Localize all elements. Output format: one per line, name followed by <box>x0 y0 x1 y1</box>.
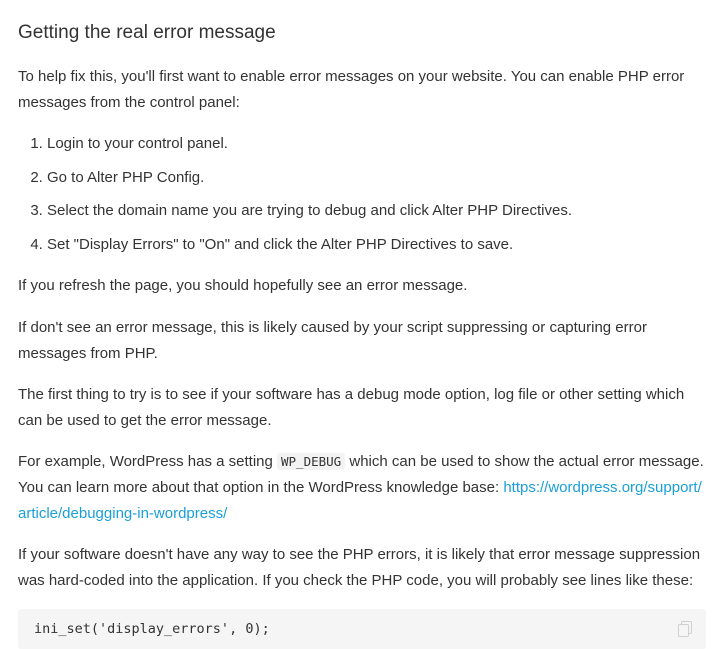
section-title: Getting the real error message <box>18 22 276 43</box>
list-item: 1. Login to your control panel. <box>47 131 707 157</box>
list-item: 2. Go to Alter PHP Config. <box>47 165 707 191</box>
example-text-middle: which can be used to show the actual error message. You can learn more about that option in the WordPress knowledge base: <box>18 453 704 496</box>
wp-debug-code: WP_DEBUG <box>277 453 345 470</box>
steps-list <box>18 131 707 265</box>
hardcoded-paragraph: If your software doesn't have any way to see the PHP errors, it is likely that error message suppression was hard-coded into the application. If you check the PHP code, you will probably see lines like these: <box>18 546 701 589</box>
intro-paragraph: To help fix this, you'll first want to enable error messages on your website. You can enable PHP error messages from the control panel: <box>18 68 685 111</box>
code-block <box>18 609 706 649</box>
no-error-paragraph: If don't see an error message, this is likely caused by your script suppressing or capturing error messages from PHP. <box>18 319 647 362</box>
example-paragraph <box>18 449 708 527</box>
example-text-start: For example, WordPress has a setting <box>18 453 277 470</box>
list-item: 3. Select the domain name you are trying to debug and click Alter PHP Directives. <box>47 198 707 224</box>
list-item: 4. Set "Display Errors" to "On" and click the Alter PHP Directives to save. <box>47 232 707 258</box>
code-line: ini_set('display_errors', 0); <box>34 621 270 637</box>
first-thing-paragraph: The first thing to try is to see if your software has a debug mode option, log file or other setting which can be used to get the error message. <box>18 386 685 429</box>
refresh-paragraph: If you refresh the page, you should hopefully see an error message. <box>18 277 468 294</box>
wordpress-kb-link[interactable]: https://wordpress.org/support/article/debugging-in-wordpress/ <box>18 479 702 522</box>
copy-icon[interactable] <box>678 621 692 637</box>
